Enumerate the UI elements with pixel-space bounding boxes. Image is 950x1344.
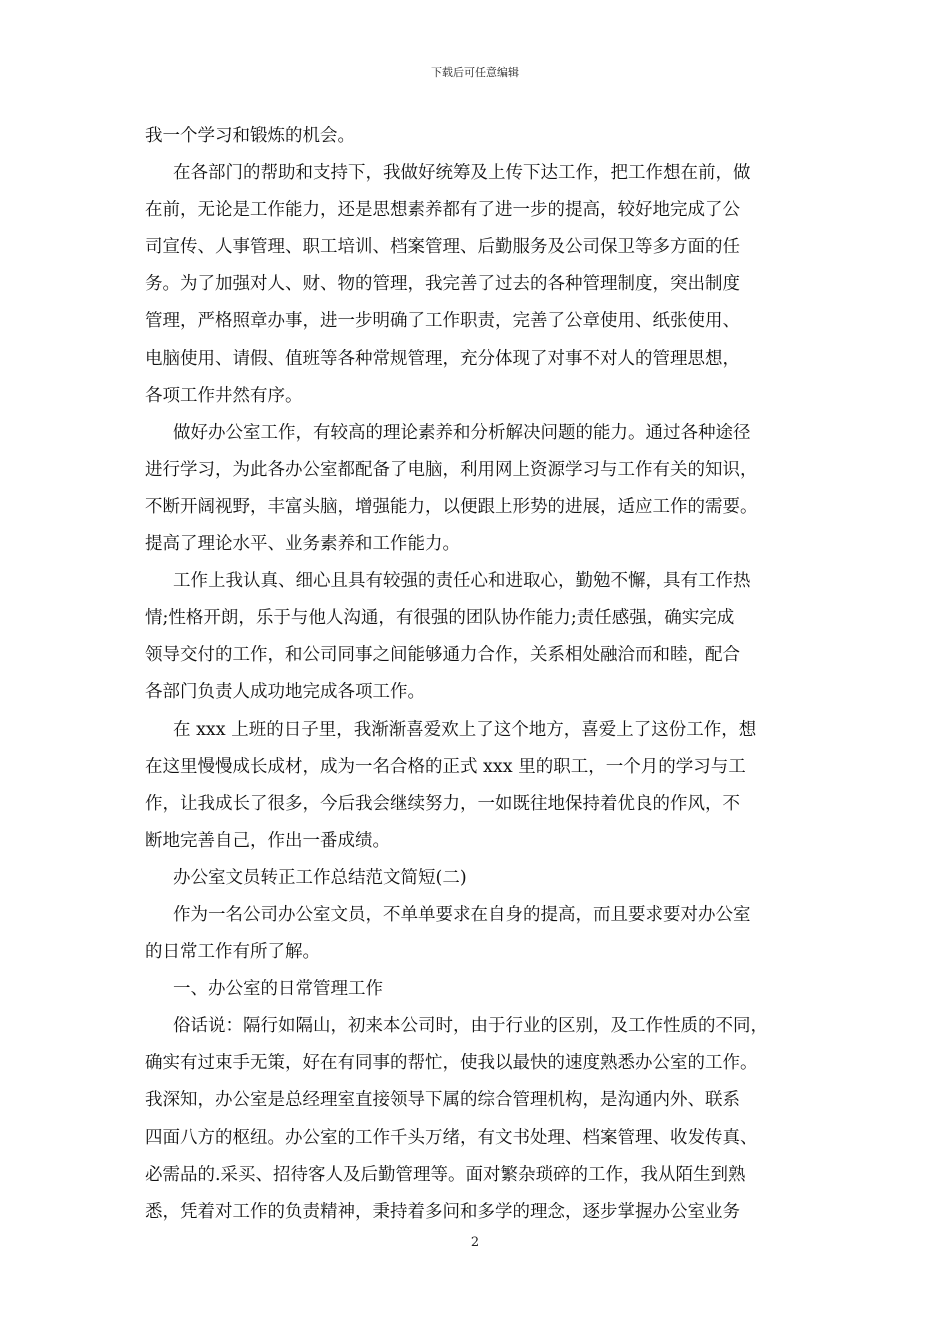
text-line: 在 xxx 上班的日子里，我渐渐喜爱欢上了这个地方，喜爱上了这份工作，想 [173, 719, 757, 740]
text-line: 在前，无论是工作能力，还是思想素养都有了进一步的提高，较好地完成了公 [145, 200, 740, 221]
text-line: 不断开阔视野，丰富头脑，增强能力，以便跟上形势的进展，适应工作的需要。 [145, 496, 758, 517]
text-line: 进行学习，为此各办公室都配备了电脑，利用网上资源学习与工作有关的知识， [145, 459, 758, 480]
text-line: 必需品的.采买、招待客人及后勤管理等。面对繁杂琐碎的工作，我从陌生到熟 [145, 1164, 746, 1185]
text-line: 电脑使用、请假、值班等各种常规管理，充分体现了对事不对人的管理思想， [145, 348, 740, 369]
text-line: 做好办公室工作，有较高的理论素养和分析解决问题的能力。通过各种途径 [173, 422, 751, 443]
text-line: 作，让我成长了很多，今后我会继续努力，一如既往地保持着优良的作风，不 [145, 793, 740, 814]
text-line: 俗话说：隔行如隔山，初来本公司时，由于行业的区别，及工作性质的不同， [173, 1016, 768, 1037]
text-line: 办公室文员转正工作总结范文简短(二) [173, 867, 467, 888]
text-line: 四面八方的枢纽。办公室的工作千头万绪，有文书处理、档案管理、收发传真、 [145, 1127, 758, 1148]
text-line: 断地完善自己，作出一番成绩。 [145, 830, 390, 851]
text-line: 各部门负责人成功地完成各项工作。 [145, 682, 425, 703]
page-header: 下载后可任意编辑 [431, 66, 519, 79]
text-line: 情;性格开朗，乐于与他人沟通，有很强的团队协作能力;责任感强，确实完成 [145, 608, 735, 629]
text-line: 在各部门的帮助和支持下，我做好统筹及上传下达工作，把工作想在前，做 [173, 163, 751, 184]
text-line: 各项工作井然有序。 [145, 385, 303, 406]
text-line: 司宣传、人事管理、职工培训、档案管理、后勤服务及公司保卫等多方面的任 [145, 237, 740, 258]
text-line: 工作上我认真、细心且具有较强的责任心和进取心，勤勉不懈，具有工作热 [173, 571, 751, 592]
text-line: 确实有过束手无策，好在有同事的帮忙，使我以最快的速度熟悉办公室的工作。 [145, 1053, 758, 1074]
text-line: 悉，凭着对工作的负责精神，秉持着多问和多学的理念，逐步掌握办公室业务 [145, 1201, 740, 1222]
text-line: 的日常工作有所了解。 [145, 942, 320, 963]
text-line: 我深知，办公室是总经理室直接领导下属的综合管理机构，是沟通内外、联系 [145, 1090, 740, 1111]
page-number: 2 [470, 1235, 480, 1250]
text-line: 作为一名公司办公室文员，不单单要求在自身的提高，而且要求要对办公室 [173, 904, 751, 925]
text-line: 一、办公室的日常管理工作 [173, 979, 383, 1000]
text-line: 务。为了加强对人、财、物的管理，我完善了过去的各种管理制度，突出制度 [145, 274, 740, 295]
document-body [145, 118, 817, 1231]
text-line: 我一个学习和锻炼的机会。 [145, 126, 355, 146]
text-line: 在这里慢慢成长成材，成为一名合格的正式 xxx 里的职工，一个月的学习与工 [145, 756, 746, 777]
text-line: 领导交付的工作，和公司同事之间能够通力合作，关系相处融洽而和睦，配合 [145, 645, 740, 666]
text-line: 管理，严格照章办事，进一步明确了工作职责，完善了公章使用、纸张使用、 [145, 311, 740, 332]
text-line: 提高了理论水平、业务素养和工作能力。 [145, 534, 460, 555]
